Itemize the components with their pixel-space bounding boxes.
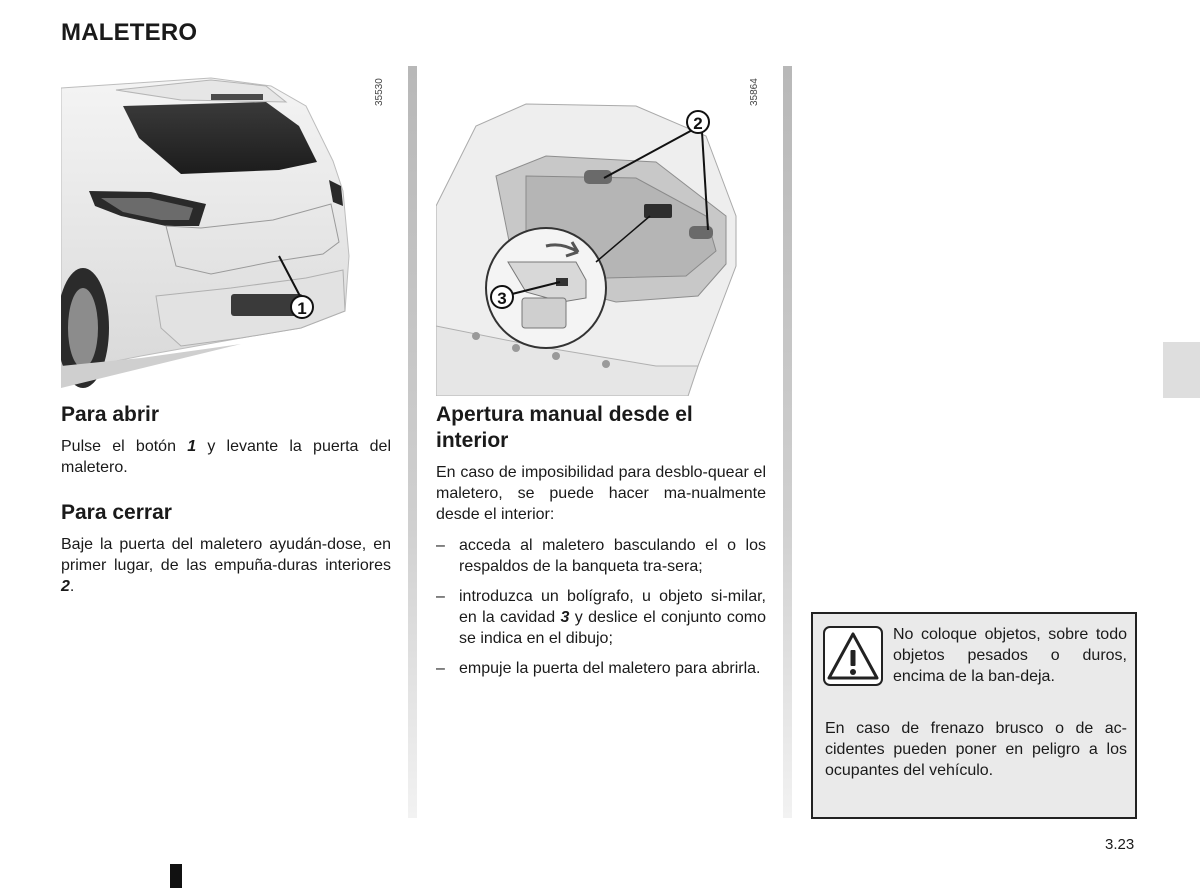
- figure-code: 35864: [749, 78, 760, 106]
- column-divider-right: [783, 66, 792, 818]
- column-2-text: [436, 402, 766, 688]
- section-heading-close: Para cerrar: [61, 501, 172, 524]
- warning-text-secondary: En caso de frenazo brusco o de ac-cidentes pueden poner en peligro a los ocupantes del vehículo.: [825, 720, 1127, 779]
- page-number: 3.23: [1105, 836, 1135, 853]
- warning-triangle-icon: [823, 626, 883, 686]
- warning-text-primary: No coloque objetos, sobre todo objetos pesados o duros, encima de la ban-deja.: [893, 626, 1127, 685]
- tailgate-interior-illustration: [436, 66, 766, 396]
- column-1-text: [61, 402, 391, 597]
- callout-1: 1: [297, 299, 307, 318]
- column-divider-left: [408, 66, 417, 818]
- chapter-tab: [1163, 342, 1200, 398]
- car-rear-figure: [61, 66, 391, 388]
- callout-2: 2: [693, 114, 703, 133]
- warning-box: [811, 612, 1137, 819]
- list-item: – acceda al maletero basculando el o los respaldos de la banqueta tra-sera;: [436, 537, 766, 575]
- section-heading-open: Para abrir: [61, 403, 160, 426]
- close-instructions: Baje la puerta del maletero ayudán-dose, en primer lugar, de las empuña-duras interiores 2.: [61, 536, 391, 595]
- ref-number: 1: [187, 438, 197, 455]
- open-instructions: Pulse el botón 1 y levante la puerta del maletero.: [61, 438, 391, 476]
- manual-intro: En caso de imposibilidad para desblo-quear el maletero, se puede hacer ma-nualmente desde el interior:: [436, 464, 766, 523]
- crop-mark: [170, 864, 182, 888]
- list-item: – introduzca un bolígrafo, u objeto si-milar, en la cavidad 3 y deslice el conjunto como se indica en el dibujo;: [436, 588, 766, 647]
- car-rear-photo: [61, 66, 391, 388]
- ref-number: 2: [61, 578, 70, 595]
- callout-3: 3: [497, 289, 507, 308]
- figure-code: 35530: [374, 78, 385, 106]
- section-heading-manual: Apertura manual desde el interior: [436, 403, 693, 452]
- tailgate-interior-figure: [436, 66, 766, 396]
- manual-steps: [436, 535, 766, 679]
- page-title: MALETERO: [61, 19, 198, 46]
- list-item: – empuje la puerta del maletero para abrirla.: [436, 660, 761, 677]
- ref-number: 3: [560, 609, 570, 626]
